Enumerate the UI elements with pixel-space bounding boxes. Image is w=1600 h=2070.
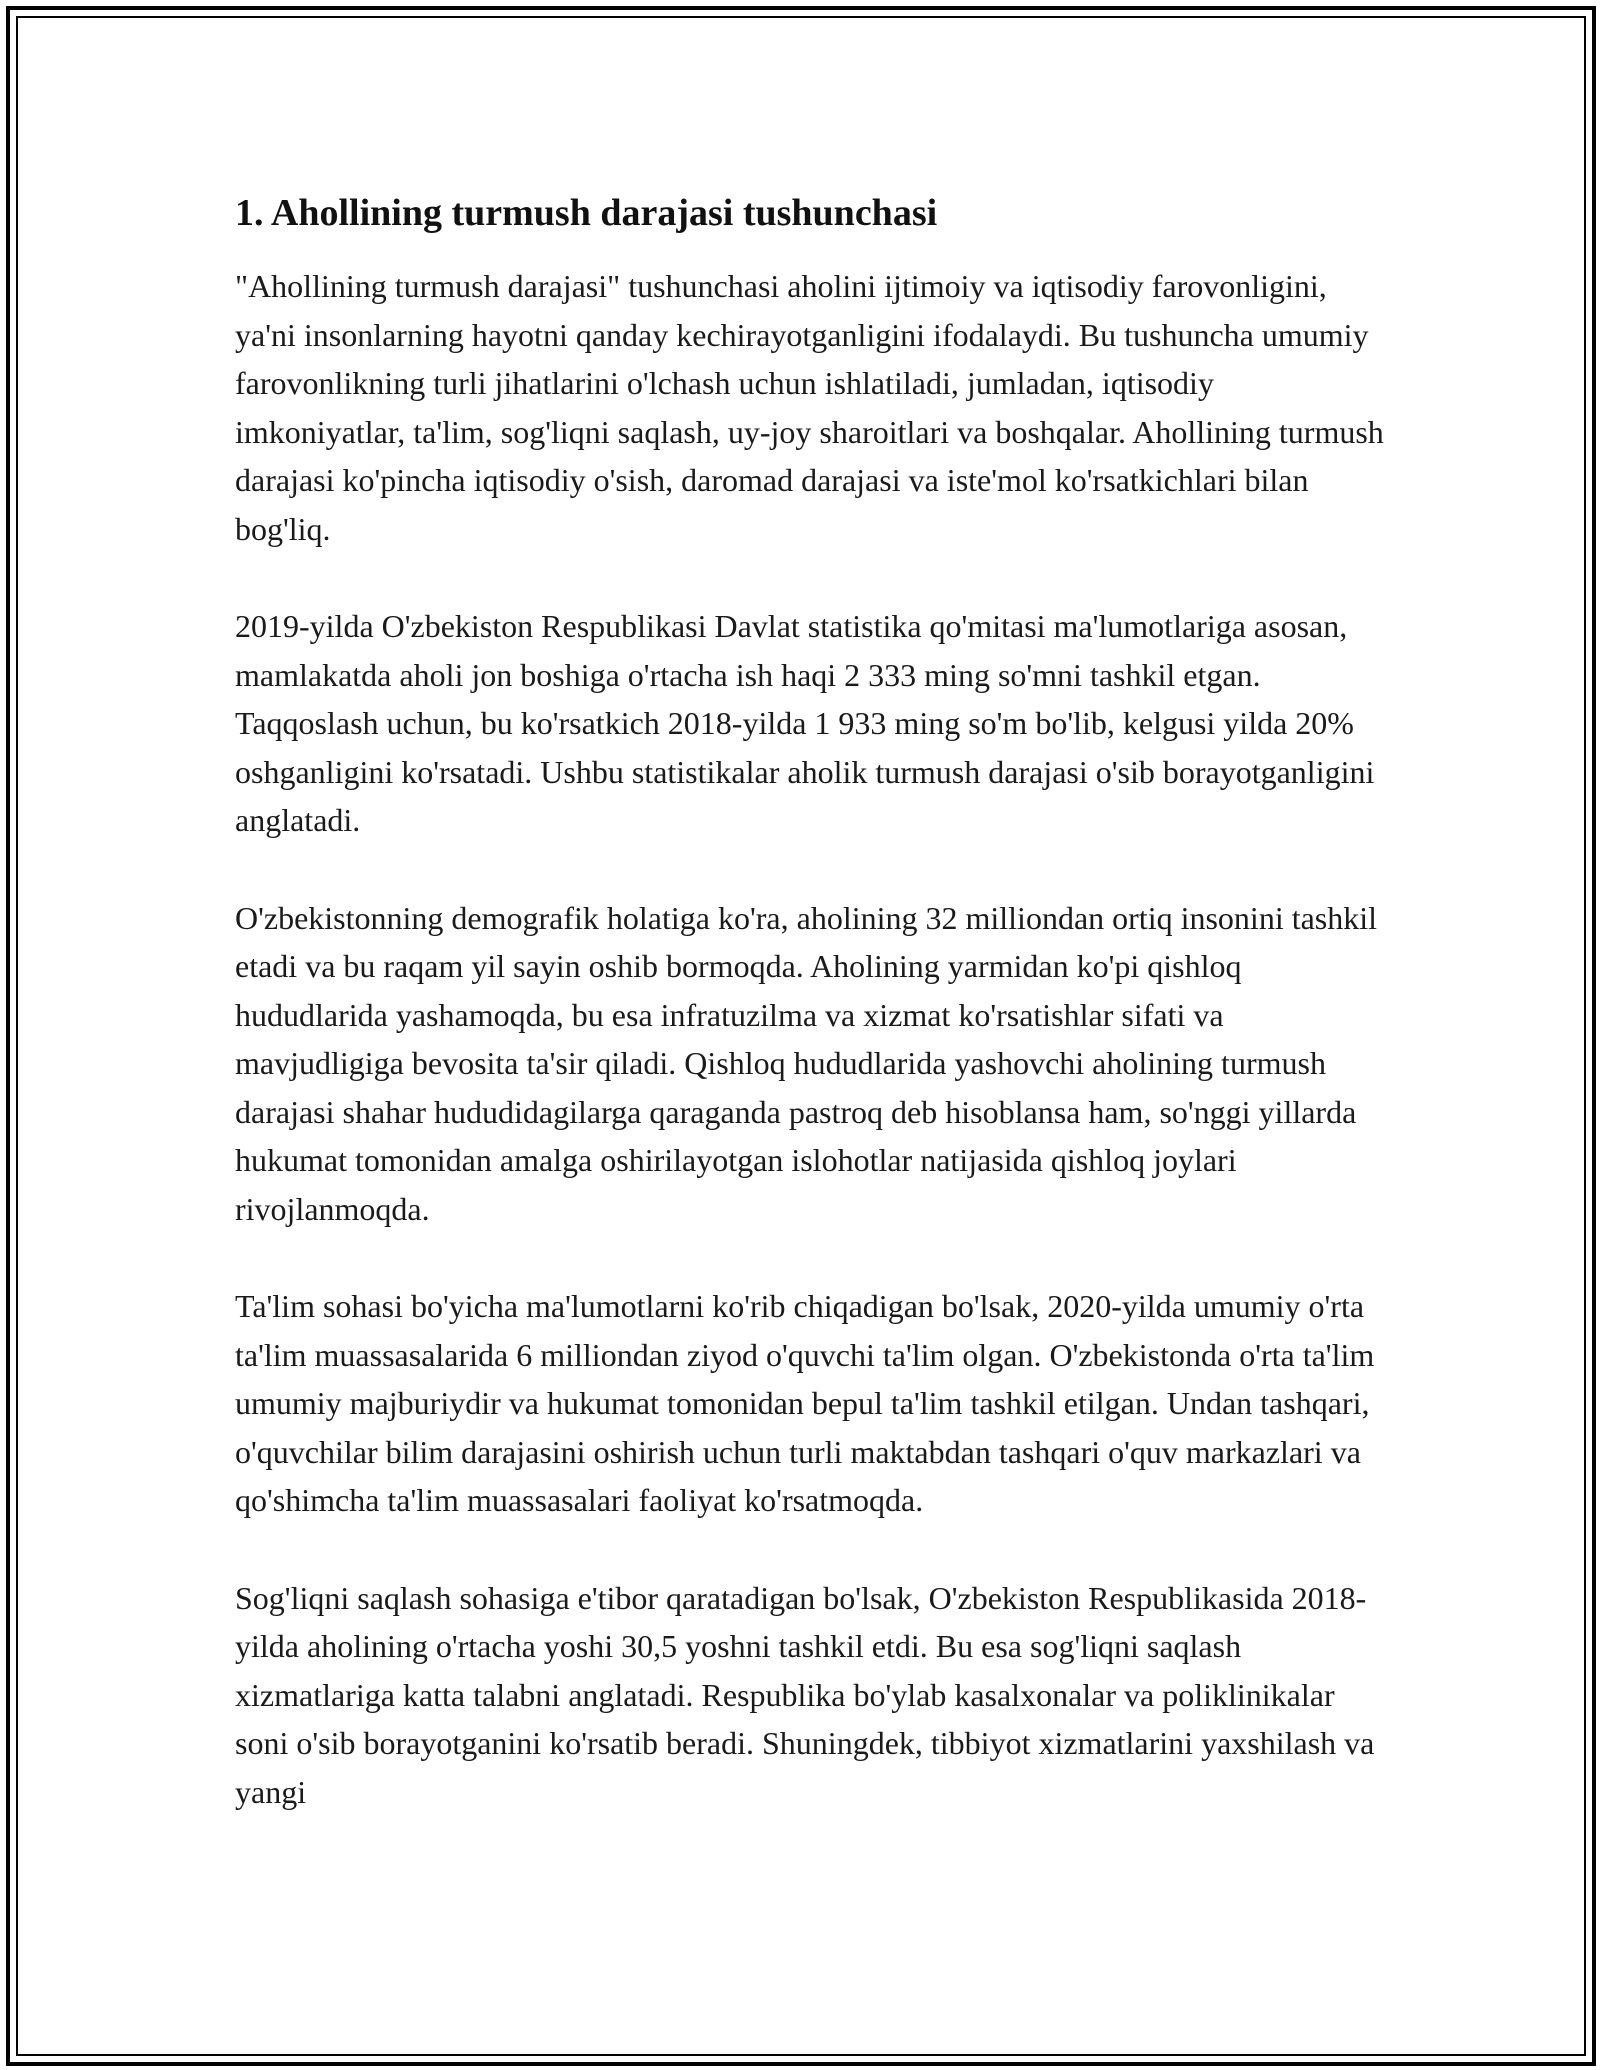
section-heading: 1. Ahollining turmush darajasi tushunchasi	[235, 192, 938, 234]
document-body	[235, 186, 1385, 1865]
paragraph-demographics: O'zbekistonning demografik holatiga ko'ra, aholining 32 milliondan ortiq insonini tashkil etadi va bu raqam yil sayin oshib bormoqda. Aholining yarmidan ko'pi qishloq hududlarida yashamoqda, bu esa infratuzilma va xizmat ko'rsatishlar sifati va mavjudligiga bevosita ta'sir qiladi. Qishloq hududlarida yashovchi aholining turmush darajasi shahar hududidagilarga qaraganda pastroq deb hisoblansa ham, so'nggi yillarda hukumat tomonidan amalga oshirilayotgan islohotlar natijasida qishloq joylari rivojlanmoqda.	[235, 899, 1378, 1227]
paragraph-definition: "Ahollining turmush darajasi" tushunchasi aholini ijtimoiy va iqtisodiy farovonligini, ya'ni insonlarning hayotni qanday kechirayotganligini ifodalaydi. Bu tushuncha umumiy farovonlikning turli jihatlarini o'lchash uchun ishlatiladi, jumladan, iqtisodiy imkoniyatlar, ta'lim, sog'liqni saqlash, uy-joy sharoitlari va boshqalar. Ahollining turmush darajasi ko'pincha iqtisodiy o'sish, daromad darajasi va iste'mol ko'rsatkichlari bilan bog'liq.	[235, 268, 1384, 547]
paragraph-education: Ta'lim sohasi bo'yicha ma'lumotlarni ko'rib chiqadigan bo'lsak, 2020-yilda umumiy o'rta ta'lim muassasalarida 6 milliondan ziyod o'quvchi ta'lim olgan. O'zbekistonda o'rta ta'lim umumiy majburiydir va hukumat tomonidan bepul ta'lim tashkil etilgan. Undan tashqari, o'quvchilar bilim darajasini oshirish uchun turli maktabdan tashqari o'quv markazlari va qo'shimcha ta'lim muassasalari faoliyat ko'rsatmoqda.	[235, 1288, 1375, 1518]
paragraph-healthcare: Sog'liqni saqlash sohasiga e'tibor qaratadigan bo'lsak, O'zbekiston Respublikasida 2018-yilda aholining o'rtacha yoshi 30,5 yoshni tashkil etdi. Bu esa sog'liqni saqlash xizmatlariga katta talabni anglatadi. Respublika bo'ylab kasalxonalar va poliklinikalar soni o'sib borayotganini ko'rsatib beradi. Shuningdek, tibbiyot xizmatlarini yaxshilash va yangi	[235, 1579, 1375, 1810]
paragraph-wages: 2019-yilda O'zbekiston Respublikasi Davlat statistika qo'mitasi ma'lumotlariga asosan, mamlakatda aholi jon boshiga o'rtacha ish haqi 2 333 ming so'mni tashkil etgan. Taqqoslash uchun, bu ko'rsatkich 2018-yilda 1 933 ming so'm bo'lib, kelgusi yilda 20% oshganligini ko'rsatadi. Ushbu statistikalar aholik turmush darajasi o'sib borayotganligini anglatadi.	[235, 608, 1375, 838]
